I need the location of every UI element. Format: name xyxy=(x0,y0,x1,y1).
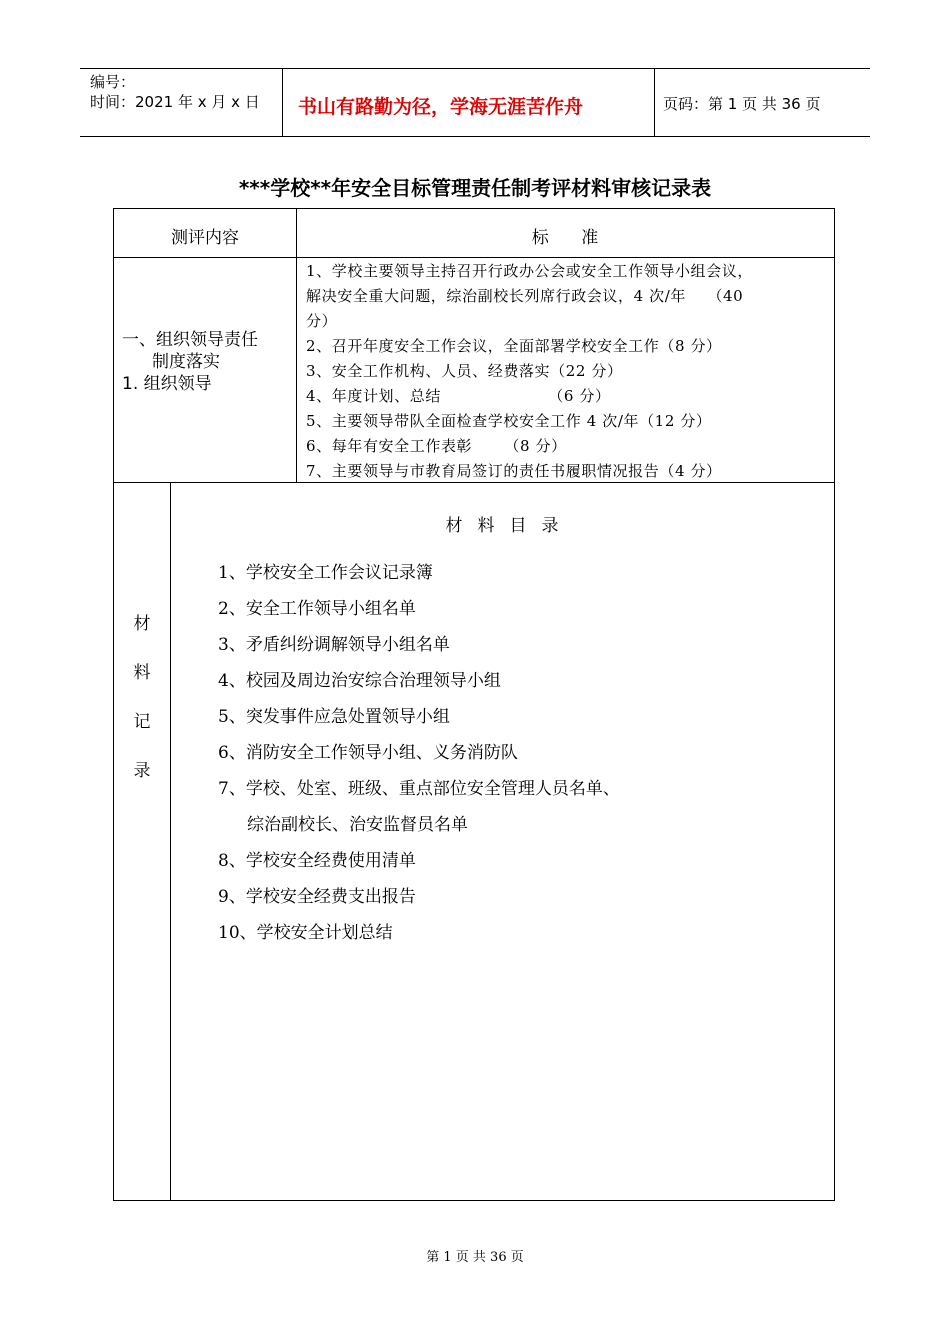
section-line-1: 一、组织领导责任 xyxy=(122,330,258,350)
material-record-label xyxy=(127,609,157,805)
material-label-char: 料 xyxy=(133,663,151,683)
page-footer: 第 1 页 共 36 页 xyxy=(426,1250,524,1265)
col-rule-material xyxy=(170,482,171,1200)
document-title: ***学校**年安全目标管理责任制考评材料审核记录表 xyxy=(238,176,712,200)
motto: 书山有路勤为径，学海无涯苦作舟 xyxy=(298,96,584,118)
standard-line: 2、召开年度安全工作会议，全面部署学校安全工作（8 分） xyxy=(306,337,722,355)
standard-line: 5、主要领导带队全面检查学校安全工作 4 次/年（12 分） xyxy=(306,412,712,430)
material-item: 1、学校安全工作会议记录簿 xyxy=(218,563,433,583)
material-item: 8、学校安全经费使用清单 xyxy=(218,851,416,871)
header-divider-right xyxy=(654,68,655,136)
serial-label: 编号： xyxy=(90,73,136,91)
standard-line: 3、安全工作机构、人员、经费落实（22 分） xyxy=(306,362,623,380)
row-rule-header xyxy=(114,257,834,258)
material-item: 9、学校安全经费支出报告 xyxy=(218,887,416,907)
material-label-char: 材 xyxy=(133,614,151,634)
materials-title: 材料目录 xyxy=(445,516,574,536)
material-item: 2、安全工作领导小组名单 xyxy=(218,599,416,619)
material-item: 4、校园及周边治安综合治理领导小组 xyxy=(218,671,501,691)
col-header-standard: 标 准 xyxy=(531,228,599,248)
review-table xyxy=(113,208,835,1201)
material-label-char: 记 xyxy=(133,712,151,732)
standard-line: 分） xyxy=(306,312,338,330)
material-label-char: 录 xyxy=(133,761,151,781)
material-item-continuation: 综治副校长、治安监督员名单 xyxy=(247,815,468,835)
standard-line: 1、学校主要领导主持召开行政办公会或安全工作领导小组会议， xyxy=(306,262,753,280)
material-item: 7、学校、处室、班级、重点部位安全管理人员名单、 xyxy=(218,779,620,799)
col-header-content: 测评内容 xyxy=(171,228,239,248)
page-info: 页码：第 1 页 共 36 页 xyxy=(663,95,821,113)
col-rule-content xyxy=(296,209,297,482)
standards-list xyxy=(306,259,753,484)
standard-line: 解决安全重大问题，综治副校长列席行政会议，4 次/年 （40 xyxy=(306,287,744,305)
standard-line: 6、每年有安全工作表彰 （8 分） xyxy=(306,437,567,455)
header-top-rule xyxy=(80,68,870,69)
section-line-2: 制度落实 xyxy=(152,352,220,372)
materials-list xyxy=(218,555,620,951)
material-item: 3、矛盾纠纷调解领导小组名单 xyxy=(218,635,450,655)
material-item: 6、消防安全工作领导小组、义务消防队 xyxy=(218,743,518,763)
section-line-3: 1. 组织领导 xyxy=(122,374,212,394)
standard-line: 7、主要领导与市教育局签订的责任书履职情况报告（4 分） xyxy=(306,462,722,480)
material-item: 10、学校安全计划总结 xyxy=(218,923,393,943)
date-line: 时间：2021 年 x 月 x 日 xyxy=(90,93,260,111)
header-bottom-rule xyxy=(80,136,870,137)
standard-line: 4、年度计划、总结 （6 分） xyxy=(306,387,611,405)
header-divider-left xyxy=(282,68,283,136)
material-item: 5、突发事件应急处置领导小组 xyxy=(218,707,450,727)
